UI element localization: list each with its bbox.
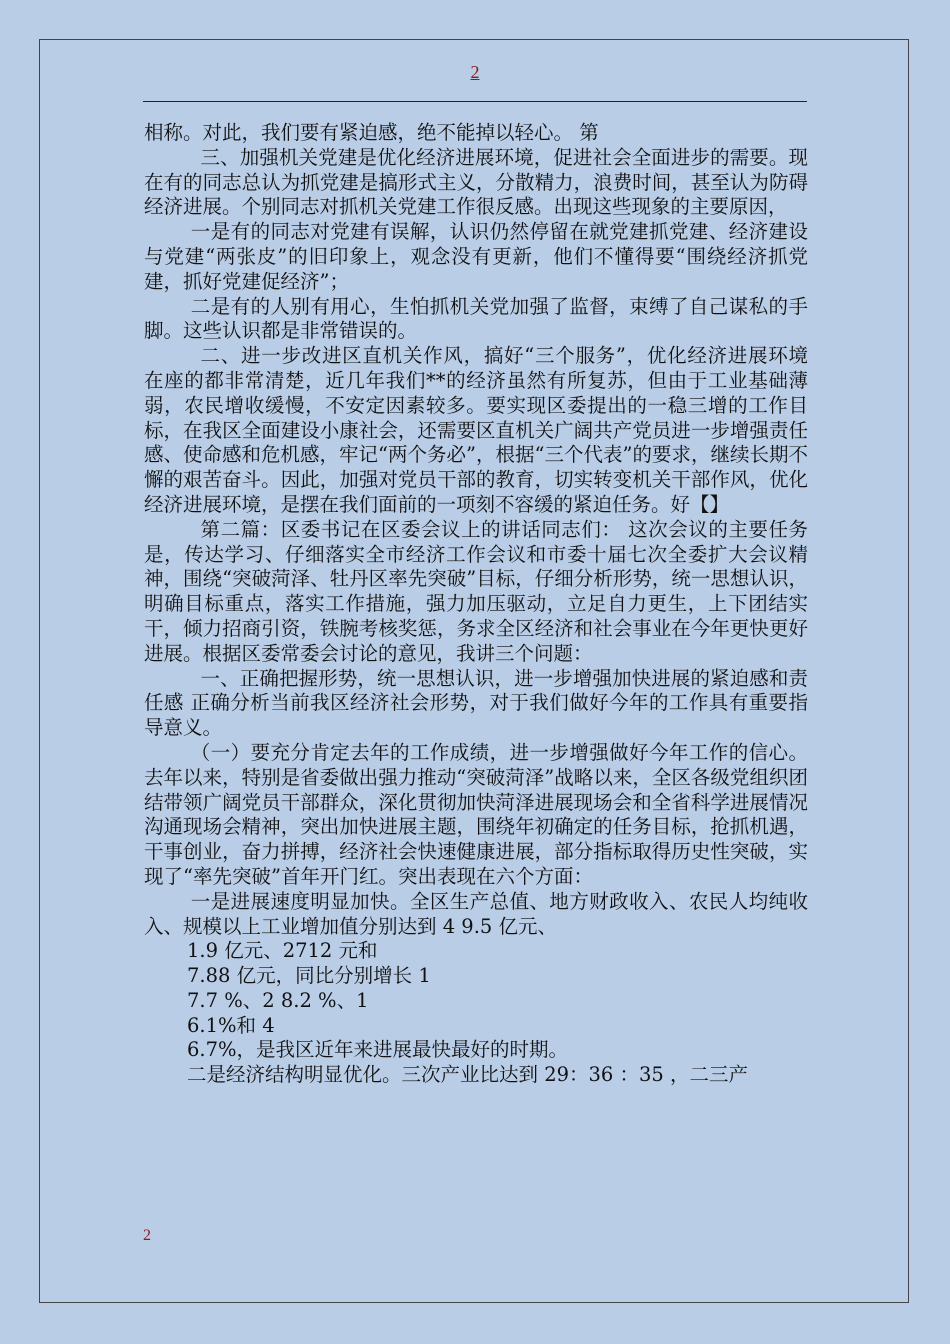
paragraph: 二是经济结构明显优化。三次产业比达到 29：36 ：35 ，二三产 (187, 1063, 749, 1087)
paragraph: 第二篇：区委书记在区委会议上的讲话同志们： 这次会议的主要任务是，传达学习、仔细落实全市经济工作会议和市委十届七次全委扩大会议精神，围绕“突破菏泽、牡丹区率先突破”目标，仔细分析形势，统一思想认识，明确目标重点，落实工作措施，强力加压驱动，立足自力更生，上下团结实干，倾力招商引资，铁腕考核奖惩，务求全区经济和社会事业在今年更快更好进展。根据区委常委会讨论的意见，我讲三个问题： (144, 517, 808, 665)
paragraph: 7.88 亿元，同比分别增长 1 (187, 964, 431, 988)
paragraph: 二、进一步改进区直机关作风，搞好“三个服务”，优化经济进展环境 在座的都非常清楚，近几年我们**的经济虽然有所复苏，但由于工业基础薄弱，农民增收缓慢，不安定因素较多。要实现区委提出的一稳三增的工作目标，在我区全面建设小康社会，还需要区直机关广阔共产党员进一步增强责任感、使命感和危机感，牢记“两个务必”，根据“三个代表”的要求，继续长期不懈的艰苦奋斗。因此，加强对党员干部的教育，切实转变机关干部作风，优化经济进展环境，是摆在我们面前的一项刻不容缓的紧迫任务。好【】 (144, 344, 808, 516)
paragraph: 一、正确把握形势，统一思想认识，进一步增强加快进展的紧迫感和责任感 正确分析当前我区经济社会形势，对于我们做好今年的工作具有重要指导意义。 (144, 666, 808, 740)
paragraph: 三、加强机关党建是优化经济进展环境，促进社会全面进步的需要。现在有的同志总认为抓党建是搞形式主义，分散精力，浪费时间，甚至认为防碍经济进展。个别同志对抓机关党建工作很反感。出现这些现象的主要原因， (144, 145, 808, 219)
paragraph: 一是进展速度明显加快。全区生产总值、地方财政收入、农民人均纯收入、规模以上工业增加值分别达到 4 9.5 亿元、 (144, 889, 808, 938)
paragraph: 相称。对此，我们要有紧迫感，绝不能掉以轻心。 第 (144, 121, 599, 144)
paragraph: 一是有的同志对党建有误解，认识仍然停留在就党建抓党建、经济建设与党建“两张皮”的旧印象上，观念没有更新，他们不懂得要“围绕经济抓党建，抓好党建促经济”； (144, 220, 808, 293)
paragraph: 6.1%和 4 (187, 1013, 275, 1037)
header-rule (143, 101, 807, 102)
paragraph: 1.9 亿元、2712 元和 (187, 939, 378, 963)
paragraph: （一）要充分肯定去年的工作成绩，进一步增强做好今年工作的信心。去年以来，特别是省委做出强力推动“突破菏泽”战略以来，全区各级党组织团结带领广阔党员干部群众，深化贯彻加快菏泽进展现场会和全省科学进展情况沟通现场会精神，突出加快进展主题，围绕年初确定的任务目标，抢抓机遇，干事创业，奋力拼搏，经济社会快速健康进展，部分指标取得历史性突破，实现了“率先突破”首年开门红。突出表现在六个方面： (144, 740, 808, 888)
footer-page-number: 2 (143, 1227, 151, 1244)
document-body (144, 121, 808, 1088)
paragraph: 7.7 %、2 8.2 %、1 (187, 988, 369, 1012)
header-page-number: 2 (470, 62, 480, 82)
paragraph: 6.7%，是我区近年来进展最快最好的时期。 (187, 1038, 569, 1062)
paragraph: 二是有的人别有用心，生怕抓机关党加强了监督，束缚了自己谋私的手脚。这些认识都是非常错误的。 (144, 294, 808, 343)
